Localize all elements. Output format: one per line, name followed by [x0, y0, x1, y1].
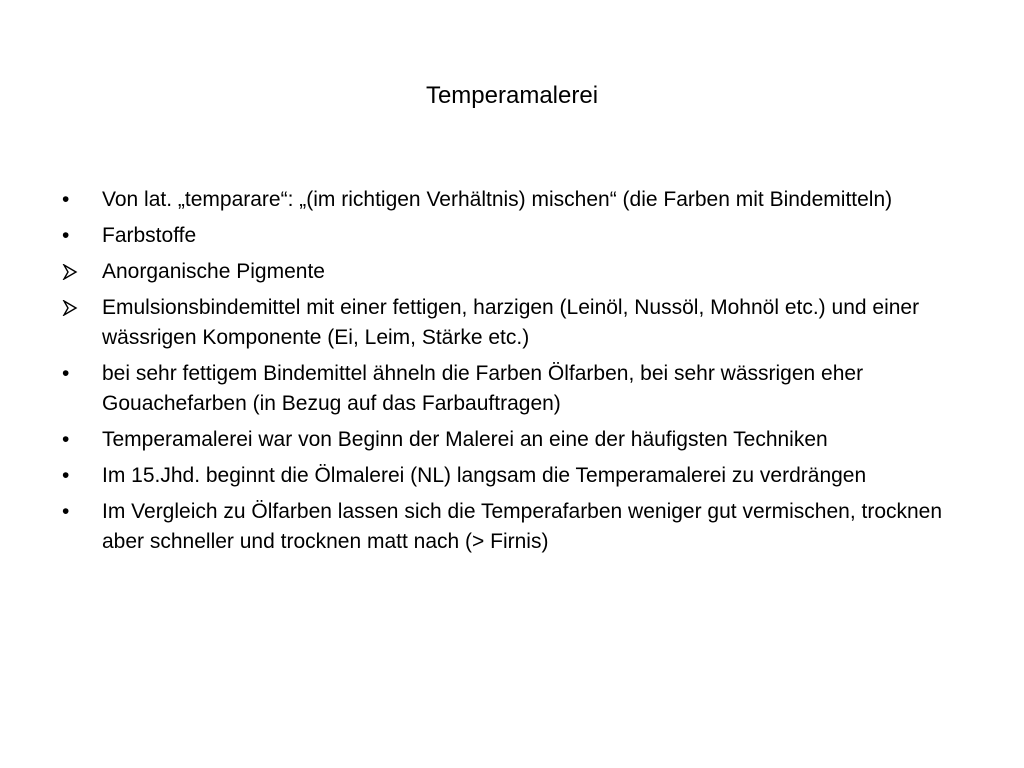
bullet-item-5 — [60, 359, 950, 419]
bullet-dot-icon — [60, 497, 102, 527]
bullet-item-4 — [60, 293, 950, 353]
bullet-item-8 — [60, 497, 950, 557]
bullet-item-2 — [60, 221, 950, 251]
bullet-text: Von lat. „temparare“: „(im richtigen Verhältnis) mischen“ (die Farben mit Bindemitteln) — [102, 188, 893, 211]
bullet-item-3 — [60, 257, 950, 287]
bullet-text: Emulsionsbindemittel mit einer fettigen, harzigen (Leinöl, Nussöl, Mohnöl etc.) und einer wässrigen Komponente (Ei, Leim, Stärke etc.) — [102, 296, 920, 349]
bullet-item-1 — [60, 185, 950, 215]
bullet-text: Im Vergleich zu Ölfarben lassen sich die Temperafarben weniger gut vermischen, trocknen aber schneller und trocknen matt nach (> Firnis) — [102, 500, 943, 553]
bullet-text: Im 15.Jhd. beginnt die Ölmalerei (NL) langsam die Temperamalerei zu verdrängen — [102, 464, 867, 487]
bullet-text: Farbstoffe — [102, 224, 197, 247]
bullet-dot-icon — [60, 359, 102, 389]
bullet-item-7 — [60, 461, 950, 491]
bullet-text: bei sehr fettigem Bindemittel ähneln die Farben Ölfarben, bei sehr wässrigen eher Gouachefarben (in Bezug auf das Farbauftragen) — [102, 362, 864, 415]
arrow-bullet-icon — [60, 293, 102, 323]
arrow-bullet-icon — [60, 257, 102, 287]
bullet-dot-icon — [60, 185, 102, 215]
bullet-item-6 — [60, 425, 950, 455]
bullet-list — [60, 185, 950, 563]
bullet-dot-icon — [60, 425, 102, 455]
bullet-dot-icon — [60, 461, 102, 491]
slide-title: Temperamalerei — [425, 82, 599, 109]
bullet-dot-icon — [60, 221, 102, 251]
bullet-text: Temperamalerei war von Beginn der Malerei an eine der häufigsten Techniken — [102, 428, 828, 451]
bullet-text: Anorganische Pigmente — [102, 260, 325, 283]
